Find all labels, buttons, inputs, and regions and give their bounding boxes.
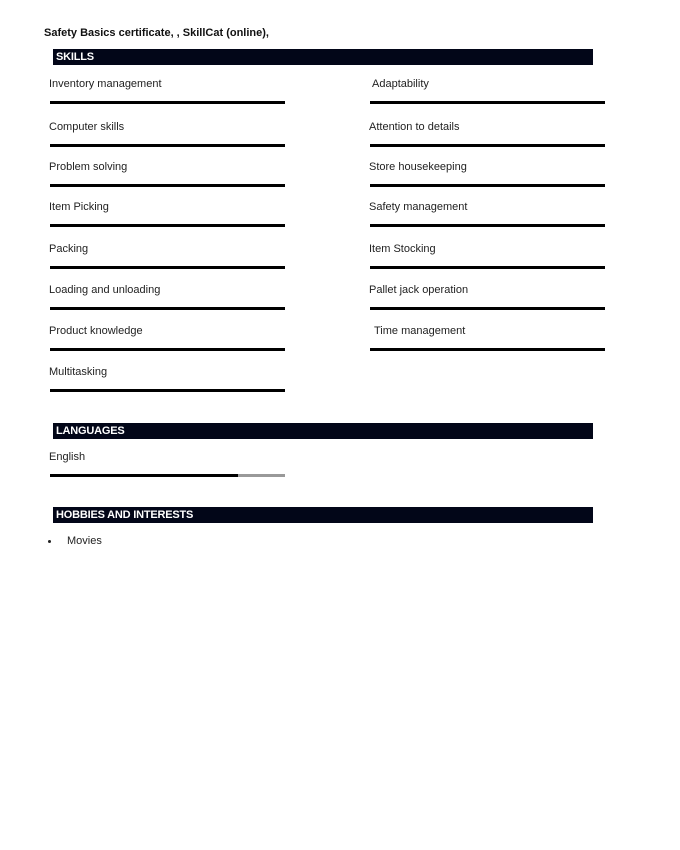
skill-label: Pallet jack operation: [369, 284, 469, 296]
skill-label: Loading and unloading: [49, 284, 161, 296]
skill-bar-fill: [50, 266, 285, 269]
skill-label: Attention to details: [369, 121, 460, 133]
skill-bar: [370, 184, 605, 187]
skill-label: Computer skills: [49, 121, 125, 133]
skill-label: Time management: [374, 325, 466, 337]
language-bar: [50, 474, 285, 477]
skill-item: [369, 242, 605, 256]
skill-item: [49, 324, 285, 338]
skill-bar: [370, 101, 605, 104]
skill-label: Multitasking: [49, 366, 108, 378]
skill-item: [369, 324, 605, 338]
skill-item: [369, 120, 605, 134]
hobby-label: Movies: [67, 535, 102, 547]
skill-item: [369, 160, 605, 174]
skill-label: Store housekeeping: [369, 161, 467, 173]
skill-bar: [370, 348, 605, 351]
skill-bar-fill: [50, 348, 285, 351]
skill-bar: [50, 184, 285, 187]
language-label: English: [49, 451, 86, 463]
skill-item: [49, 283, 285, 297]
skill-label: Safety management: [369, 201, 468, 213]
skill-label: Product knowledge: [49, 325, 143, 337]
skill-item: [369, 283, 605, 297]
skill-bar-fill: [370, 348, 605, 351]
skill-item: [369, 200, 605, 214]
skill-bar: [50, 389, 285, 392]
skill-label: Packing: [49, 243, 89, 255]
skill-bar-fill: [370, 224, 605, 227]
hobby-list-item: [47, 535, 102, 547]
skill-bar: [370, 144, 605, 147]
skill-item: [49, 365, 285, 379]
language-bar-fill: [50, 474, 238, 477]
skill-bar-fill: [50, 184, 285, 187]
skill-bar: [50, 101, 285, 104]
skill-item: [49, 242, 285, 256]
skill-bar-fill: [370, 184, 605, 187]
skill-bar-fill: [370, 144, 605, 147]
skill-item: [369, 77, 605, 91]
skill-item: [49, 120, 285, 134]
skill-bar-fill: [50, 101, 285, 104]
skill-bar: [50, 224, 285, 227]
skill-bar: [50, 348, 285, 351]
bullet-icon: [48, 540, 51, 543]
skill-item: [49, 77, 285, 91]
skill-item: [49, 160, 285, 174]
skill-bar: [370, 266, 605, 269]
skill-label: Adaptability: [372, 78, 429, 90]
skill-bar-fill: [50, 307, 285, 310]
skill-bar-fill: [370, 266, 605, 269]
hobbies-header: HOBBIES AND INTERESTS: [53, 507, 593, 523]
skill-label: Problem solving: [49, 161, 128, 173]
languages-header: LANGUAGES: [53, 423, 593, 439]
skills-header: SKILLS: [53, 49, 593, 65]
skill-bar-fill: [50, 144, 285, 147]
skill-bar-fill: [370, 307, 605, 310]
skill-bar-fill: [50, 389, 285, 392]
skill-bar: [50, 307, 285, 310]
skill-bar: [50, 266, 285, 269]
language-item: [49, 450, 285, 464]
skill-bar-fill: [50, 224, 285, 227]
skill-bar: [50, 144, 285, 147]
skill-bar: [370, 224, 605, 227]
skill-bar-fill: [370, 101, 605, 104]
skill-label: Inventory management: [49, 78, 162, 90]
skill-label: Item Picking: [49, 201, 109, 213]
certificate-line: Safety Basics certificate, , SkillCat (online),: [44, 27, 269, 39]
skill-label: Item Stocking: [369, 243, 436, 255]
skill-item: [49, 200, 285, 214]
skill-bar: [370, 307, 605, 310]
